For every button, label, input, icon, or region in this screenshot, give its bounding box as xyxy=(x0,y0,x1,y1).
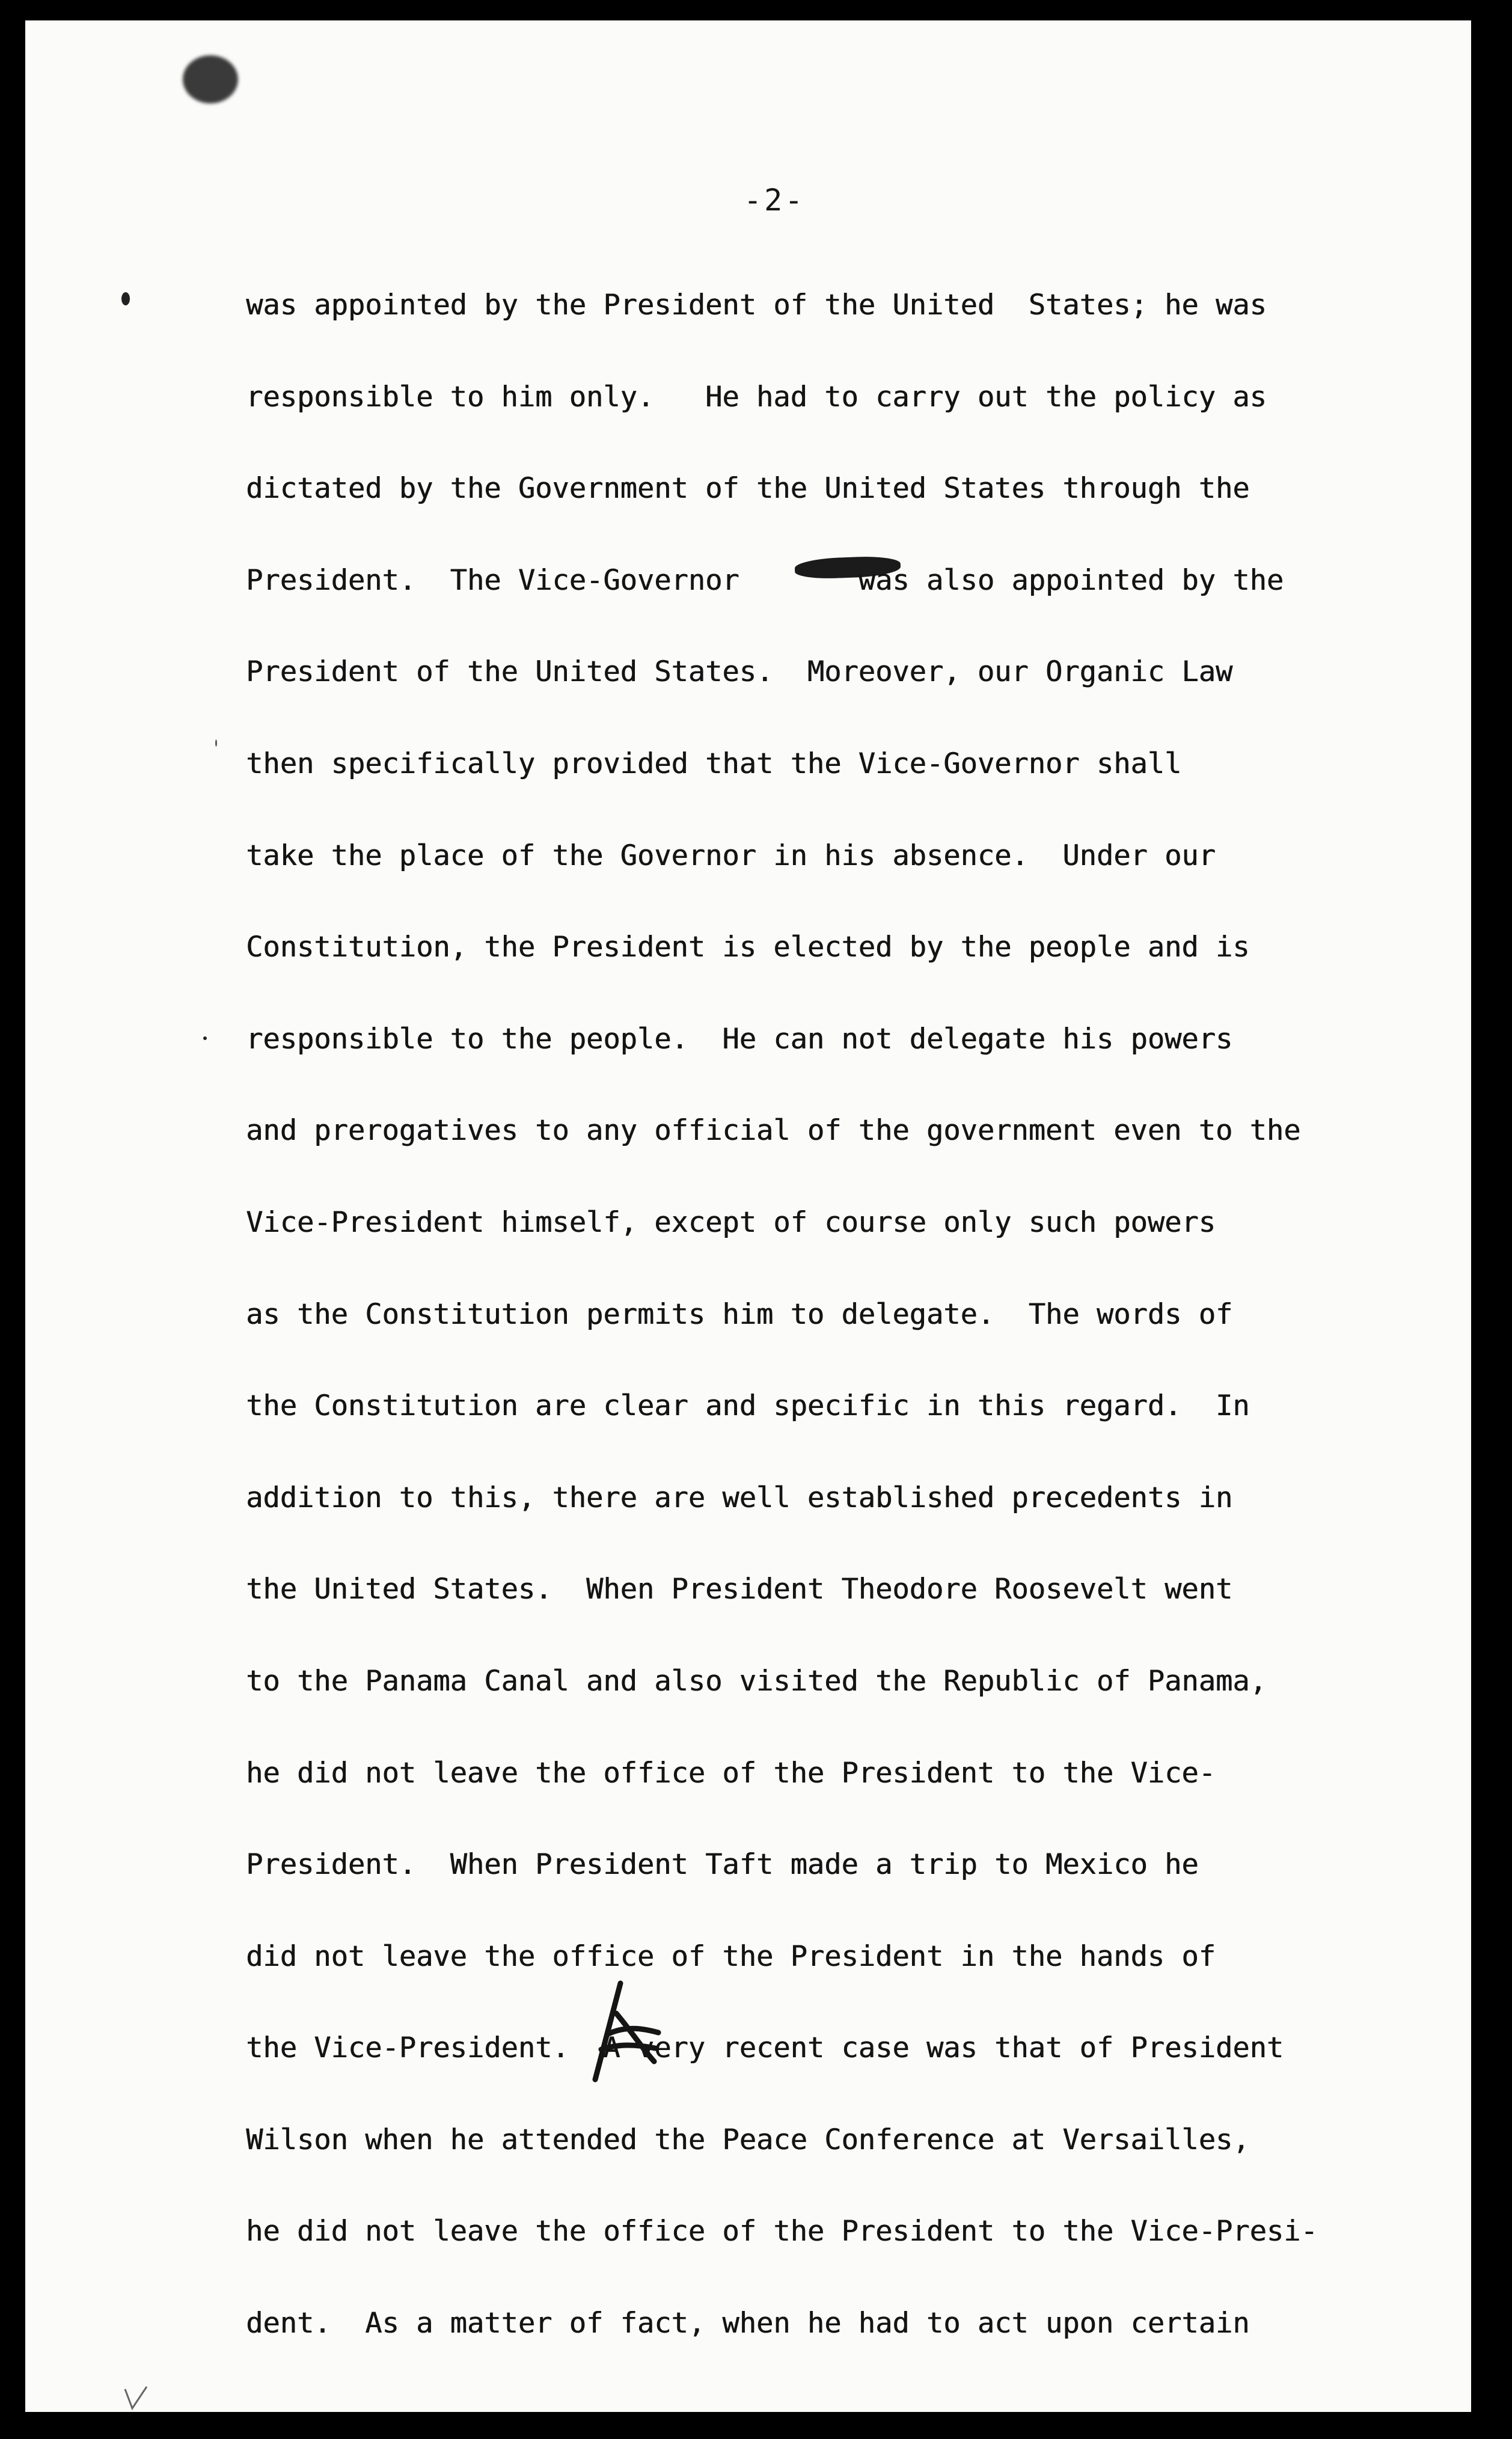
text-line: President. The Vice-Governor was also appointed by the xyxy=(246,563,1284,597)
text-line: the United States. When President Theodore Roosevelt went xyxy=(246,1573,1233,1606)
text-line: he did not leave the office of the President to the Vice- xyxy=(246,1756,1216,1790)
page-number: -2- xyxy=(744,183,806,218)
document-page xyxy=(25,20,1471,2412)
text-line: dent. As a matter of fact, when he had to act upon certain xyxy=(246,2307,1250,2340)
text-line: Vice-President himself, except of course only such powers xyxy=(246,1205,1216,1239)
text-line: and prerogatives to any official of the government even to the xyxy=(246,1114,1301,1148)
ink-speck xyxy=(121,292,130,305)
text-line: did not leave the office of the President in the hands of xyxy=(246,1939,1216,1973)
text-line: he did not leave the office of the President to the Vice-Presi- xyxy=(246,2215,1318,2248)
text-line: responsible to him only. He had to carry out the policy as xyxy=(246,380,1267,414)
text-line: Wilson when he attended the Peace Conference at Versailles, xyxy=(246,2123,1250,2156)
body-text xyxy=(246,260,1436,2370)
text-line: dictated by the Government of the United States through the xyxy=(246,472,1250,506)
text-line: Constitution, the President is elected by the people and is xyxy=(246,931,1250,964)
text-line: President of the United States. Moreover, our Organic Law xyxy=(246,655,1233,689)
text-line: to the Panama Canal and also visited the Republic of Panama, xyxy=(246,1664,1267,1698)
punch-hole xyxy=(183,55,238,103)
text-line: responsible to the people. He can not delegate his powers xyxy=(246,1022,1233,1056)
text-line: the Constitution are clear and specific in this regard. In xyxy=(246,1389,1250,1423)
text-line: the Vice-President. A very recent case was that of President xyxy=(246,2031,1284,2065)
handwritten-correction-mark xyxy=(583,1977,667,2086)
text-line: as the Constitution permits him to delegate. The words of xyxy=(246,1297,1233,1331)
text-line: President. When President Taft made a trip to Mexico he xyxy=(246,1848,1199,1882)
text-line: was appointed by the President of the United States; he was xyxy=(246,289,1267,322)
margin-tick-mark xyxy=(123,2384,150,2412)
ink-speck xyxy=(215,739,217,747)
text-line: addition to this, there are well established precedents in xyxy=(246,1481,1233,1514)
text-line: take the place of the Governor in his absence. Under our xyxy=(246,839,1216,872)
text-line: then specifically provided that the Vice-Governor shall xyxy=(246,747,1182,780)
ink-speck xyxy=(203,1036,207,1040)
